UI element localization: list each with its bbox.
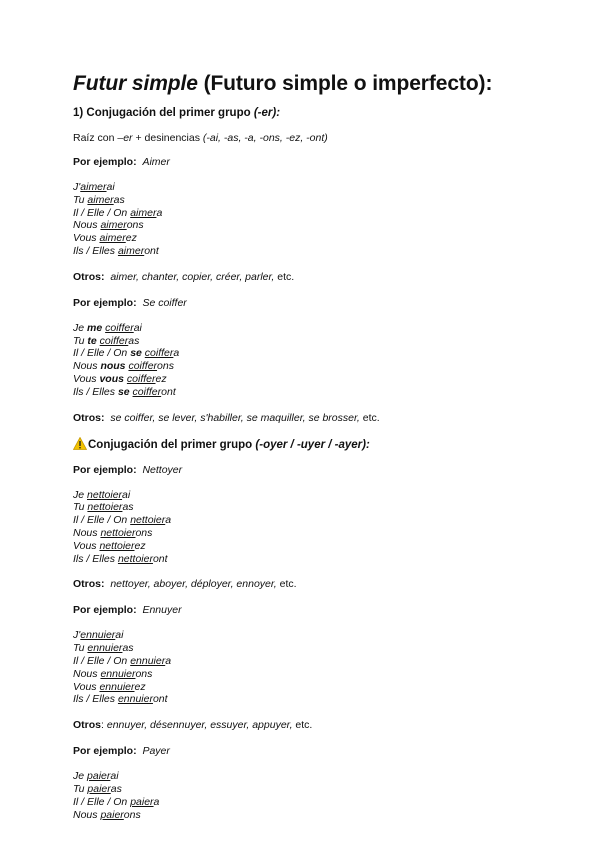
verb-ending: ont (152, 693, 168, 706)
conjugation-line (73, 553, 573, 566)
conjugation-line (73, 770, 573, 783)
warning-icon (73, 437, 87, 450)
root-rule-ending: –er (117, 132, 133, 144)
root-rule-mid: + desinencias (132, 132, 203, 144)
title-rest: (Futuro simple o imperfecto): (203, 72, 493, 95)
verb-stem: ennuier (117, 693, 153, 706)
pronoun: J' (73, 629, 81, 642)
otros-label: Otros: (73, 411, 105, 424)
conjugation-payer (73, 770, 573, 821)
root-rule-endings: (-ai, -as, -a, -ons, -ez, -ont) (202, 132, 328, 144)
verb-ending: ez (134, 539, 146, 552)
conjugation-line (73, 681, 573, 694)
verb-ending: a (165, 654, 172, 667)
verb-stem: coiffer (132, 385, 162, 398)
reflexive-pronoun: se (130, 347, 142, 360)
reflexive-pronoun: nous (100, 360, 126, 373)
root-rule (73, 131, 573, 145)
verb-stem: ennuier (87, 642, 123, 655)
pronoun: Vous (73, 372, 100, 385)
verb-stem: aimer (130, 206, 157, 219)
verb-ending: ai (133, 321, 142, 334)
verb-ending: a (156, 206, 163, 219)
verb-stem: aimer (99, 232, 126, 245)
pronoun: Ils / Elles (73, 244, 118, 257)
conjugation-line (73, 655, 573, 668)
section2-heading-suffix: (-oyer / -uyer / -ayer): (255, 438, 370, 451)
otros-aimer (73, 270, 573, 284)
conjugation-line (73, 181, 573, 194)
conjugation-line (73, 194, 573, 207)
verb-stem: aimer (100, 219, 127, 232)
example-verb: Aimer (142, 156, 170, 168)
otros-list: se coiffer, se lever, s'habiller, se maquiller, se brosser, (110, 411, 360, 424)
example-verb: Se coiffer (142, 296, 187, 309)
conjugation-line (73, 796, 573, 809)
section1-heading-suffix: (-er): (253, 107, 281, 119)
verb-ending: ons (157, 360, 174, 373)
verb-ending: ai (115, 629, 124, 642)
pronoun: Tu (73, 501, 88, 514)
otros-ennuyer: Otros: ennuyer, désennuyer, essuyer, appuyer, etc. (73, 719, 313, 732)
verb-ending: ez (155, 372, 167, 385)
verb-stem: ennuier (80, 629, 116, 642)
verb-stem: paier (87, 770, 111, 783)
pronoun: Je (73, 321, 88, 334)
verb-ending: ont (152, 552, 168, 565)
otros-etc: etc. (292, 719, 313, 732)
conjugation-line (73, 527, 573, 540)
conjugation-line (73, 245, 573, 258)
otros-label: Otros: (73, 578, 105, 591)
pronoun: Il / Elle / On (73, 654, 131, 667)
verb-stem: ennuier (99, 680, 135, 693)
verb-ending: as (122, 501, 134, 514)
pronoun: Tu (73, 193, 88, 206)
verb-ending: ez (125, 232, 137, 245)
conjugation-line (73, 642, 573, 655)
verb-stem: aimer (87, 193, 114, 206)
verb-stem: nettoier (100, 526, 136, 539)
pronoun: Tu (73, 334, 88, 347)
verb-stem: aimer (117, 244, 145, 257)
verb-ending: ons (135, 526, 153, 539)
example-verb: Nettoyer (142, 463, 183, 476)
otros-label: Otros: (73, 270, 105, 283)
conjugation-line (73, 501, 573, 514)
conjugation-line (73, 219, 573, 232)
pronoun: J' (73, 181, 81, 193)
verb-stem: ennuier (100, 667, 136, 680)
conjugation-line (73, 322, 573, 335)
verb-ending: a (153, 795, 160, 808)
verb-ending: ons (135, 667, 153, 680)
pronoun: Il / Elle / On (73, 347, 131, 360)
verb-ending: ont (161, 385, 176, 398)
pronoun: Ils / Elles (73, 693, 118, 706)
verb-ending: a (173, 347, 180, 360)
otros-label: Otros (73, 719, 102, 732)
pronoun: Vous (73, 232, 100, 245)
pronoun: Nous (73, 360, 101, 373)
verb-ending: ai (110, 770, 119, 783)
verb-ending: ai (122, 488, 131, 501)
document-content (73, 71, 573, 821)
example-coiffer-label (73, 296, 573, 310)
verb-stem: nettoier (87, 501, 123, 514)
verb-ending: as (113, 193, 125, 206)
conjugation-line (73, 386, 573, 399)
section1-heading (73, 106, 573, 121)
conjugation-line (73, 668, 573, 681)
conjugation-line (73, 514, 573, 527)
verb-ending: ai (106, 181, 115, 193)
verb-stem: paier (87, 782, 111, 795)
otros-coiffer (73, 411, 573, 425)
example-payer-label (73, 744, 573, 758)
verb-stem: paier (100, 808, 124, 821)
verb-ending: ont (144, 244, 159, 257)
otros-etc: etc. (276, 578, 297, 591)
otros-nettoyer (73, 577, 573, 591)
verb-ending: ons (123, 808, 141, 821)
pronoun: Il / Elle / On (73, 514, 131, 527)
example-label: Por ejemplo: (73, 156, 137, 168)
conjugation-coiffer (73, 322, 573, 399)
conjugation-line (73, 489, 573, 502)
pronoun: Vous (73, 539, 100, 552)
reflexive-pronoun: me (87, 321, 103, 334)
conjugation-line (73, 783, 573, 796)
verb-stem: nettoier (87, 488, 123, 501)
conjugation-line (73, 540, 573, 553)
example-verb: Ennuyer (142, 604, 182, 617)
pronoun: Je (73, 488, 88, 501)
verb-ending: as (122, 642, 134, 655)
otros-etc: etc. (274, 270, 295, 283)
conjugation-aimer (73, 181, 573, 258)
example-label: Por ejemplo: (73, 296, 137, 309)
pronoun: Ils / Elles (73, 385, 118, 398)
verb-ending: ons (126, 219, 144, 232)
verb-stem: nettoier (130, 514, 166, 527)
otros-list: aimer, chanter, copier, créer, parler, (110, 270, 275, 283)
example-nettoyer-label (73, 463, 573, 477)
verb-stem: coiffer (126, 372, 156, 385)
example-verb: Payer (142, 745, 170, 758)
verb-ending: as (110, 782, 122, 795)
example-aimer-label (73, 155, 573, 169)
conjugation-line (73, 347, 573, 360)
verb-stem: paier (130, 795, 154, 808)
title-italic: Futur simple (73, 72, 198, 95)
verb-stem: ennuier (130, 654, 166, 667)
pronoun: Tu (73, 782, 88, 795)
verb-stem: coiffer (128, 360, 158, 373)
verb-stem: coiffer (144, 347, 174, 360)
otros-list: nettoyer, aboyer, déployer, ennoyer, (110, 578, 277, 591)
verb-stem: nettoier (99, 539, 135, 552)
root-rule-text: Raíz con (73, 132, 118, 144)
conjugation-line (73, 809, 573, 822)
pronoun: Vous (73, 680, 100, 693)
reflexive-pronoun: se (117, 385, 130, 398)
reflexive-pronoun: vous (99, 372, 124, 385)
verb-stem: coiffer (99, 334, 129, 347)
conjugation-line (73, 335, 573, 348)
otros-etc: etc. (359, 411, 380, 424)
conjugation-line (73, 629, 573, 642)
conjugation-line (73, 373, 573, 386)
example-label: Por ejemplo: (73, 604, 137, 617)
verb-ending: as (128, 334, 140, 347)
section2-heading-text: Conjugación del primer grupo (88, 438, 256, 451)
verb-ending: ez (134, 680, 146, 693)
conjugation-line (73, 360, 573, 373)
pronoun: Nous (73, 526, 101, 539)
verb-stem: aimer (80, 181, 107, 193)
pronoun: Nous (73, 219, 101, 232)
conjugation-line (73, 232, 573, 245)
reflexive-pronoun: te (87, 334, 97, 347)
section2-heading (73, 437, 573, 453)
example-label: Por ejemplo: (73, 745, 137, 758)
pronoun: Nous (73, 667, 101, 680)
section1-heading-text: 1) Conjugación del primer grupo (73, 107, 254, 119)
pronoun: Ils / Elles (73, 552, 118, 565)
pronoun: Il / Elle / On (73, 206, 131, 219)
conjugation-ennuyer (73, 629, 573, 706)
pronoun: Je (73, 770, 88, 783)
example-ennuyer-label (73, 603, 573, 617)
pronoun: Il / Elle / On (73, 795, 131, 808)
pronoun: Tu (73, 642, 88, 655)
conjugation-nettoyer (73, 489, 573, 566)
example-label: Por ejemplo: (73, 463, 137, 476)
page-title (73, 71, 573, 97)
pronoun: Nous (73, 808, 101, 821)
verb-ending: a (165, 514, 172, 527)
verb-stem: coiffer (105, 321, 134, 334)
otros-list: ennuyer, désennuyer, essuyer, appuyer, (106, 719, 293, 732)
conjugation-line (73, 207, 573, 220)
verb-stem: nettoier (117, 552, 153, 565)
conjugation-line (73, 693, 573, 706)
